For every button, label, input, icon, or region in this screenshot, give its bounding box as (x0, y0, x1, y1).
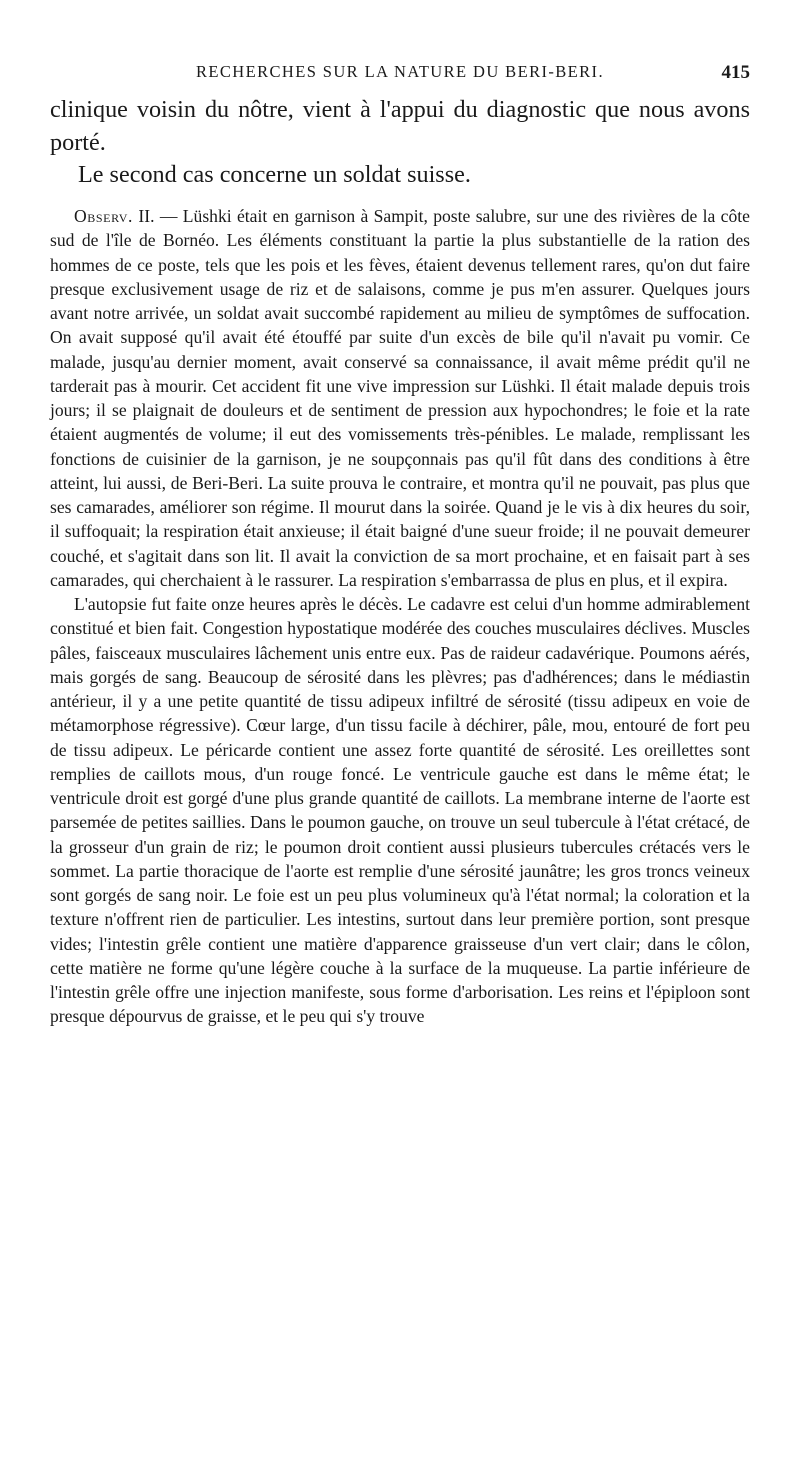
running-head (50, 62, 750, 86)
observation-block (50, 204, 750, 1029)
intro-continuation: clinique voisin du nôtre, vient à l'appui du diagnostic que nous avons porté. (50, 96, 750, 156)
observation-number: II. (138, 206, 155, 226)
second-case-sentence: Le second cas concerne un soldat suisse. (78, 161, 471, 188)
observation-paragraph-2: L'autopsie fut faite onze heures après le décès. Le cadavre est celui d'un homme admirablement constitué et bien fait. Congestion hypostatique modérée des couches musculaires déclives. Muscles pâles, faisceaux musculaires lâchement unis entre eux. Pas de raideur cadavérique. Poumons aérés, mais gorgés de sang. Beaucoup de sérosité dans les plèvres; pas d'adhérences; dans le médiastin antérieur, il y a une petite quantité de tissu adipeux infiltré de sérosité (tissu adipeux en voie de métamorphose régressive). Cœur large, d'un tissu facile à déchirer, pâle, mou, entouré de fort peu de tissu adipeux. Le péricarde contient une assez forte quantité de sérosité. Les oreillettes sont remplies de caillots mous, d'un rouge foncé. Le ventricule gauche est dans le même état; le ventricule droit est gorgé d'une plus grande quantité de caillots. La membrane interne de l'aorte est parsemée de petites saillies. Dans le poumon gauche, on trouve un seul tubercule à l'état crétacé, de la grosseur d'un grain de riz; le poumon droit contient aussi plusieurs tubercules crétacés vers le sommet. La partie thoracique de l'aorte est remplie d'une sérosité jaunâtre; les gros troncs veineux sont gorgés de sang noir. Le foie est un peu plus volumineux qu'à l'état normal; la coloration et la texture n'offrent rien de particulier. Les intestins, surtout dans leur première portion, sont presque vides; l'intestin grêle contient une matière d'apparence graisseuse d'un vert clair; dans le côlon, cette matière ne forme qu'une légère couche à la surface de la muqueuse. La partie inférieure de l'intestin grêle offre une injection manifeste, sous forme d'arborisation. Les reins et l'épiploon sont presque dépourvus de graisse, et le peu qui s'y trouve (50, 594, 750, 1027)
observation-paragraph-1 (50, 204, 750, 592)
observation-label: Observ. (74, 206, 134, 226)
running-title: RECHERCHES SUR LA NATURE DU BERI-BERI. (196, 62, 604, 81)
observation-text-1: — Lüshki était en garnison à Sampit, poste salubre, sur une des rivières de la côte sud de l'île de Bornéo. Les éléments constituant la partie la plus substantielle de la ration des hommes de ce poste, tels que les pois et les fèves, étaient devenus tellement rares, qu'on dut faire presque exclusivement usage de riz et de salaisons, comme je pus m'en assurer. Quelques jours avant notre arrivée, un soldat avait succombé rapidement au milieu de symptômes de suffocation. On avait supposé qu'il avait été étouffé par suite d'un excès de bile qu'il n'avait pu vomir. Ce malade, jusqu'au dernier moment, avait conservé sa connaissance, il avait même prédit qu'il ne tarderait pas à mourir. Cet accident fit une vive impression sur Lüshki. Il était malade depuis trois jours; il se plaignait de douleurs et de sentiment de pression aux hypochondres; le foie et la rate étaient augmentés de volume; il eut des vomissements très-pénibles. Le malade, remplissant les fonctions de cuisinier de la garnison, je ne soupçonnais pas qu'il fût dans des conditions à être atteint, lui aussi, de Beri-Beri. La suite prouva le contraire, et montra qu'il ne pouvait, pas plus que ses camarades, améliorer son régime. Il mourut dans la soirée. Quand je le vis à dix heures du soir, il suffoquait; la respiration était anxieuse; il était baigné d'une sueur froide; il ne pouvait demeurer couché, et s'agitait dans son lit. Il avait la conviction de sa mort prochaine, et en faisait part à ses camarades, qui cherchaient à le rassurer. La respiration s'embarrassa de plus en plus, et il expira. (50, 206, 750, 590)
intro-block (50, 94, 750, 192)
page-number: 415 (721, 62, 750, 83)
